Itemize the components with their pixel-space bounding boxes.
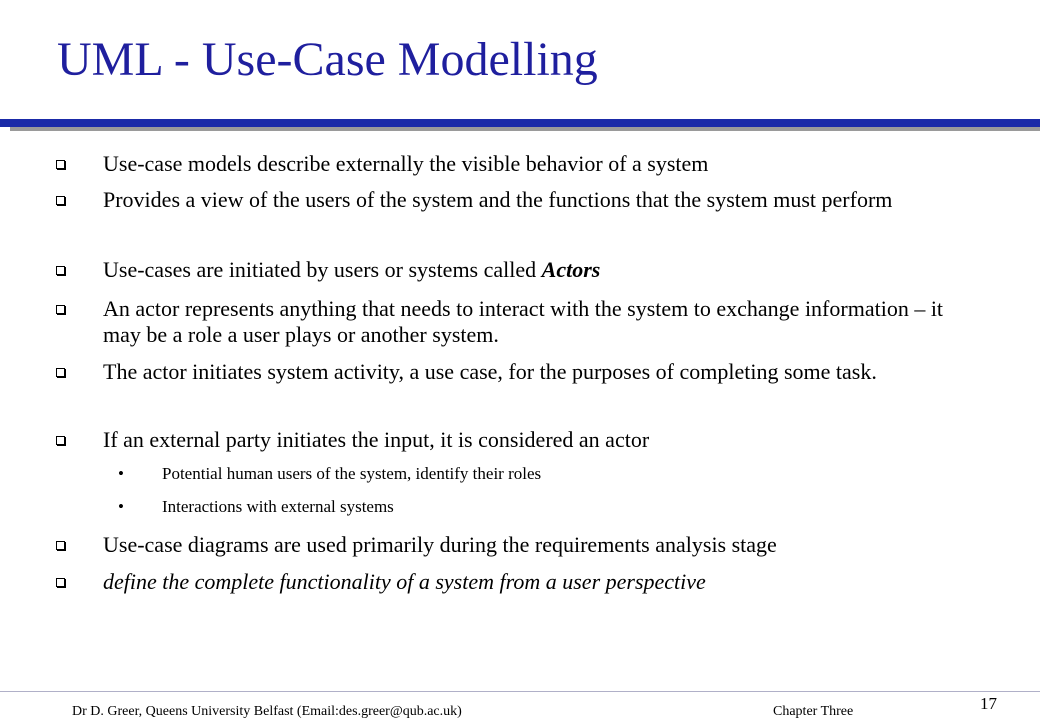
sub-bullet-marker: • xyxy=(118,464,124,483)
footer-chapter: Chapter Three xyxy=(773,704,854,719)
bullet-text: Use-case models describe externally the visible behavior of a system xyxy=(103,151,709,176)
sub-bullet-text: Potential human users of the system, identify their roles xyxy=(162,464,542,483)
slide-title: UML - Use-Case Modelling xyxy=(57,33,598,86)
bullet-text: Use-case diagrams are used primarily during the requirements analysis stage xyxy=(103,532,777,557)
square-bullet-icon xyxy=(56,305,65,314)
actors-term: Actors xyxy=(541,257,601,282)
bullet-text: If an external party initiates the input, it is considered an actor xyxy=(103,427,650,452)
bullet-text: An actor represents anything that needs to interact with the system to exchange information – it may be a role a user plays or another system. xyxy=(103,296,944,347)
square-bullet-icon xyxy=(56,160,65,169)
bullet-text: The actor initiates system activity, a use case, for the purposes of completing some task. xyxy=(103,359,877,384)
bullet-text xyxy=(103,257,953,283)
square-bullet-icon xyxy=(56,196,65,205)
page-number: 17 xyxy=(980,694,997,713)
sub-bullet-marker: • xyxy=(118,497,124,516)
square-bullet-icon xyxy=(56,541,65,550)
footer-author: Dr D. Greer, Queens University Belfast (Email:des.greer@qub.ac.uk) xyxy=(72,704,462,719)
bullet-text: Provides a view of the users of the system and the functions that the system must perform xyxy=(103,187,893,212)
square-bullet-icon xyxy=(56,578,65,587)
bullet-text: define the complete functionality of a system from a user perspective xyxy=(103,569,706,594)
square-bullet-icon xyxy=(56,436,65,445)
sub-bullet-text: Interactions with external systems xyxy=(162,497,394,516)
square-bullet-icon xyxy=(56,368,65,377)
square-bullet-icon xyxy=(56,266,65,275)
footer-divider xyxy=(0,691,1040,692)
bullet-text-plain: Use-cases are initiated by users or systems called xyxy=(103,257,542,282)
